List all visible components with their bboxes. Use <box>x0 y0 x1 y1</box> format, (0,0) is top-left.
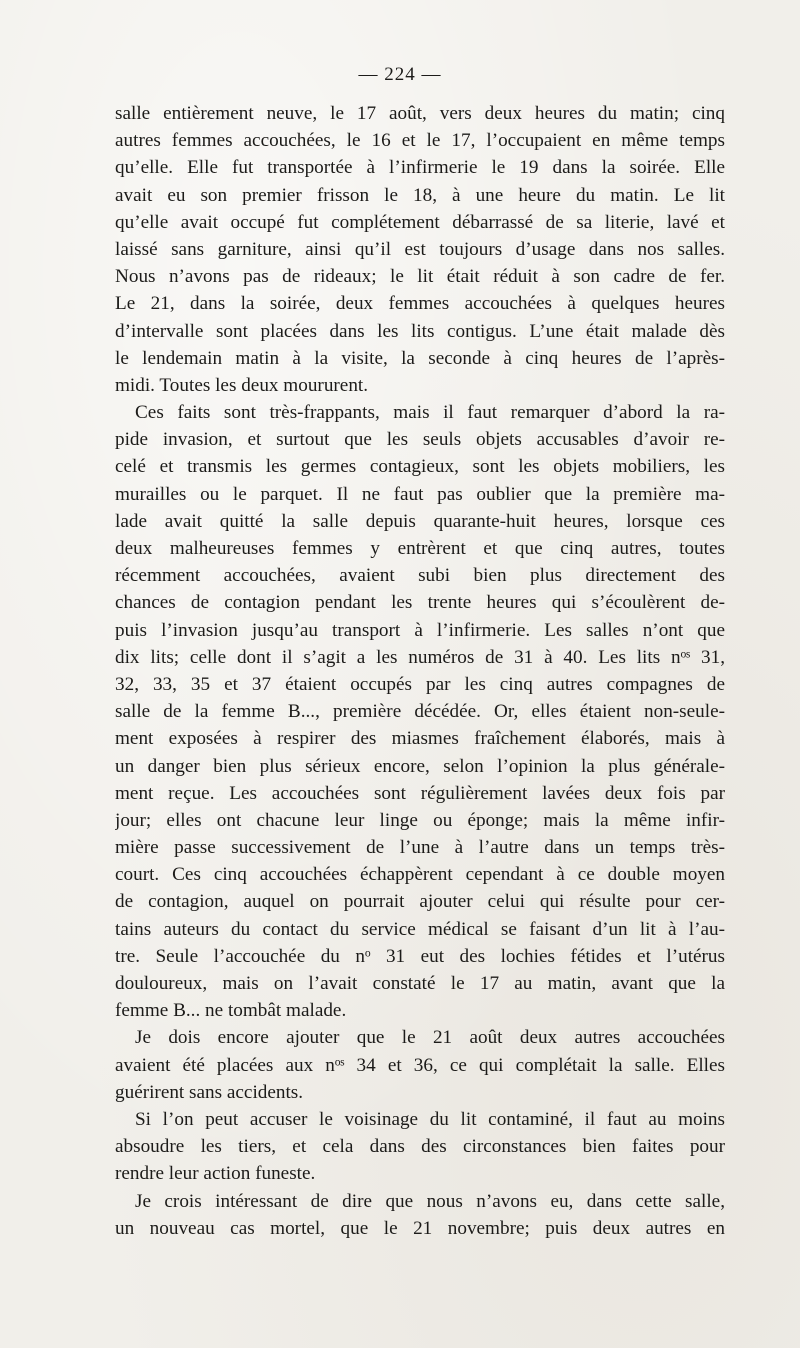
text-line: avaient été placées aux nᵒˢ 34 et 36, ce qui complétait la salle. Elles <box>115 1054 725 1076</box>
page-number: — 224 — <box>358 64 442 85</box>
text-line: Le 21, dans la soirée, deux femmes accouchées à quelques heures <box>115 293 725 315</box>
text-line: mière passe successivement de l’une à l’autre dans un temps très- <box>115 837 725 859</box>
text-line: tre. Seule l’accouchée du nᵒ 31 eut des lochies fétides et l’utérus <box>115 945 725 967</box>
text-line: absoudre les tiers, et cela dans des circonstances bien faites pour <box>115 1136 725 1158</box>
text-line: Je crois intéressant de dire que nous n’avons eu, dans cette salle, <box>135 1190 725 1212</box>
text-line: jour; elles ont chacune leur linge ou éponge; mais la même infir- <box>115 809 725 831</box>
text-line: un danger bien plus sérieux encore, selon l’opinion la plus générale- <box>115 755 725 777</box>
text-line: Ces faits sont très-frappants, mais il faut remarquer d’abord la ra- <box>135 402 725 424</box>
text-line: récemment accouchées, avaient subi bien plus directement des <box>115 565 725 587</box>
text-line: tains auteurs du contact du service médical se faisant d’un lit à l’au- <box>115 918 725 940</box>
text-line: de contagion, auquel on pourrait ajouter celui qui résulte pour cer- <box>115 891 725 913</box>
text-line: Je dois encore ajouter que le 21 août deux autres accouchées <box>135 1027 725 1049</box>
text-line: puis l’invasion jusqu’au transport à l’infirmerie. Les salles n’ont que <box>115 619 725 641</box>
body-text <box>115 100 725 1242</box>
text-line: deux malheureuses femmes y entrèrent et que cinq autres, toutes <box>115 538 725 559</box>
text-line: autres femmes accouchées, le 16 et le 17, l’occupaient en même temps <box>115 130 725 152</box>
text-line: celé et transmis les germes contagieux, sont les objets mobiliers, les <box>115 456 725 478</box>
text-line: douloureux, mais on l’avait constaté le 17 au matin, avant que la <box>115 973 725 994</box>
text-line: chances de contagion pendant les trente heures qui s’écoulèrent de- <box>115 592 725 614</box>
text-line: dix lits; celle dont il s’agit a les numéros de 31 à 40. Les lits nᵒˢ 31, <box>115 646 725 668</box>
text-line: femme B... ne tombât malade. <box>115 1000 347 1022</box>
text-line: ment reçue. Les accouchées sont régulièrement lavées deux fois par <box>115 782 725 804</box>
text-line: murailles ou le parquet. Il ne faut pas oublier que la première ma- <box>115 483 725 505</box>
text-line: lade avait quitté la salle depuis quarante-huit heures, lorsque ces <box>115 510 725 532</box>
text-line: midi. Toutes les deux moururent. <box>115 374 369 396</box>
text-line: salle de la femme B..., première décédée. Or, elles étaient non-seule- <box>115 701 725 723</box>
text-line: un nouveau cas mortel, que le 21 novembre; puis deux autres en <box>115 1217 725 1239</box>
text-line: laissé sans garniture, ainsi qu’il est toujours d’usage dans nos salles. <box>115 238 725 260</box>
text-line: le lendemain matin à la visite, la seconde à cinq heures de l’après- <box>115 347 725 369</box>
text-line: court. Ces cinq accouchées échappèrent cependant à ce double moyen <box>115 864 725 886</box>
text-line: Nous n’avons pas de rideaux; le lit était réduit à son cadre de fer. <box>115 266 725 288</box>
text-line: ment exposées à respirer des miasmes fraîchement élaborés, mais à <box>115 728 725 750</box>
text-line: qu’elle avait occupé fut complétement débarrassé de sa literie, lavé et <box>115 211 725 233</box>
text-line: qu’elle. Elle fut transportée à l’infirmerie le 19 dans la soirée. Elle <box>115 157 725 179</box>
text-line: rendre leur action funeste. <box>115 1163 316 1185</box>
text-line: 32, 33, 35 et 37 étaient occupés par les cinq autres compagnes de <box>115 673 725 695</box>
text-line: salle entièrement neuve, le 17 août, vers deux heures du matin; cinq <box>115 103 725 124</box>
text-line: avait eu son premier frisson le 18, à une heure du matin. Le lit <box>115 184 725 206</box>
text-line: pide invasion, et surtout que les seuls objets accusables d’avoir re- <box>115 429 725 451</box>
text-line: guérirent sans accidents. <box>115 1081 304 1103</box>
text-line: d’intervalle sont placées dans les lits contigus. L’une était malade dès <box>115 320 725 342</box>
text-line: Si l’on peut accuser le voisinage du lit contaminé, il faut au moins <box>135 1108 725 1130</box>
